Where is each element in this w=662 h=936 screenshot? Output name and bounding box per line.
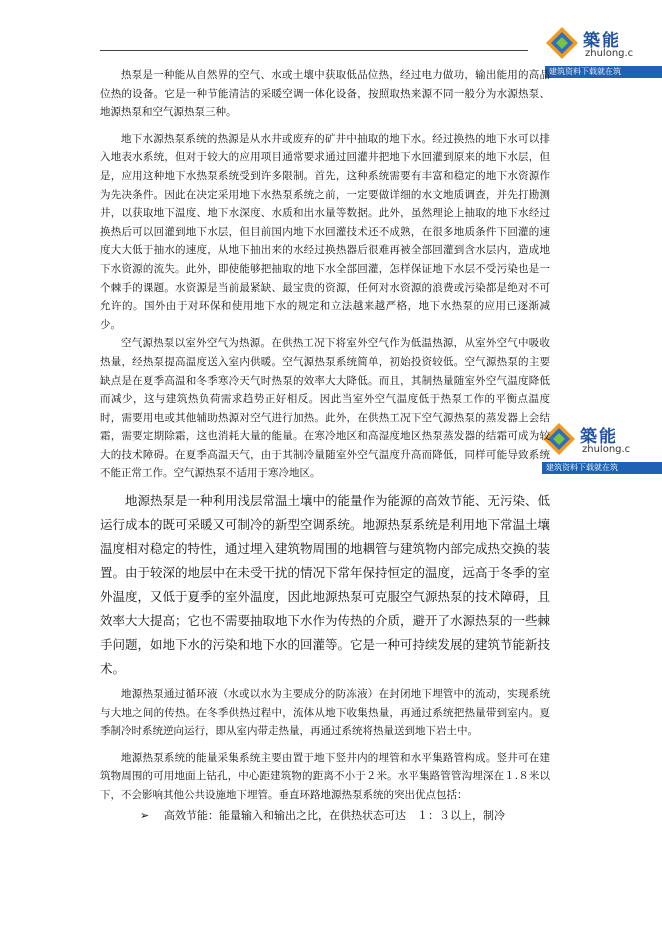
logo-band: 建筑资料下载就在筑 bbox=[542, 462, 662, 474]
logo-site: zhulong.c bbox=[585, 48, 634, 59]
zhulong-logo-watermark bbox=[542, 418, 662, 478]
paragraph-circulating-fluid: 地源热泵通过循环液（水或以水为主要成分的防冻液）在封闭地下埋管中的流动，实现系统与大地之间的传热。在冬季供热过程中，流体从地下收集热量，再通过系统把热量带到室内。夏季制冷时系统逆向运行，即从室内带走热量，再通过系统将热量送到地下岩土中。 bbox=[100, 688, 550, 738]
paragraph-ground-source-heat-pump: 地源热泵是一种利用浅层常温土壤中的能量作为能源的高效节能、无污染、低运行成本的既可采暖又可制冷的新型空调系统。地源热泵系统是利用地下常温土壤温度相对稳定的特性，通过埋入建筑物周围的地耦管与建筑物内部完成热交换的装置。由于较深的地层中在未受干扰的情况下常年保持恒定的温度，远高于冬季的室外温度，又低于夏季的室外温度，因此地源热泵可克服空气源热泵的技术障碍，且效率大大提高；它也不需要抽取地下水作为传热的介质，避开了水源热泵的一些棘手问题，如地下水的污染和地下水的回灌等。它是一种可持续发展的建筑节能新技术。 bbox=[100, 493, 551, 677]
zhulong-logo-icon bbox=[545, 26, 579, 60]
logo-site: zhulong.c bbox=[582, 444, 631, 455]
bullet-high-efficiency bbox=[100, 807, 550, 825]
paragraph-heat-pump-intro: 热泵是一种能从自然界的空气、水或土壤中获取低品位热，经过电力做功，输出能用的高品位热的设备。它是一种节能清洁的采暖空调一体化设备，按照取热来源不同一般分为水源热泵、地源热泵和空气源热泵三种。 bbox=[100, 69, 550, 119]
bullet-text: 高效节能：能量输入和输出之比，在供热状态可达 １：３以上，制冷 bbox=[164, 808, 505, 822]
logo-name: 築能 bbox=[583, 31, 621, 51]
paragraph-air-source-heat-pump: 空气源热泵以室外空气为热源。在供热工况下将室外空气作为低温热源，从室外空气中吸收热量，经热泵提高温度送入室内供暖。空气源热泵系统简单，初始投资较低。空气源热泵的主要缺点是在夏季高温和冬季寒冷天气时热泵的效率大大降低。而且，其制热量随室外空气温度降低而减少，这与建筑热负荷需求趋势正好相反。因此当室外空气温度低于热泵工作的平衡点温度时，需要用电或其他辅助热源对空气进行加热。此外，在供热工况下空气源热泵的蒸发器上会结霜，需要定期除霜，这也消耗大量的能量。在寒冷地区和高湿度地区热泵蒸发器的结霜可成为较大的技术障碍。在夏季高温天气，由于其制冷量随室外空气温度升高而降低，同样可能导致系统不能正常工作。空气源热泵不适用于寒冷地区。 bbox=[100, 337, 550, 480]
document-body bbox=[100, 66, 550, 825]
paragraph-groundwater-heat-pump: 地下水源热泵系统的热源是从水井或废弃的矿井中抽取的地下水。经过换热的地下水可以排入地表水系统，但对于较大的应用项目通常要求通过回灌井把地下水回灌到原来的地下水层，但是，应用这种地下水热泵系统受到许多限制。首先，这种系统需要有丰富和稳定的地下水资源作为先决条件。因此在决定采用地下水热泵系统之前，一定要做详细的水文地质调查，并先打勘测井，以获取地下温度、地下水深度、水质和出水量等数据。此外，虽然理论上抽取的地下水经过换热后可以回灌到地下水层，但目前国内地下水回灌技术还不成熟，在很多地质条件下回灌的速度大大低于抽水的速度，从地下抽出来的水经过换热器后很难再被全部回灌到含水层内，造成地下水资源的流失。此外，即使能够把抽取的地下水全部回灌，怎样保证地下水层不受污染也是一个棘手的课题。水资源是当前最紧缺、最宝贵的资源，任何对水资源的浪费或污染都是绝对不可允许的。国外由于对环保和使用地下水的规定和立法越来越严格，地下水热泵的应用已逐渐减少。 bbox=[100, 132, 550, 331]
arrow-bullet-icon: ➢ bbox=[140, 808, 150, 822]
logo-band: 建筑资料下载就在筑 bbox=[545, 66, 662, 78]
logo-name: 築能 bbox=[580, 427, 618, 447]
header-rule bbox=[100, 50, 528, 51]
zhulong-logo bbox=[545, 22, 662, 82]
paragraph-energy-collection: 地源热泵系统的能量采集系统主要由置于地下竖井内的埋管和水平集路管构成。竖井可在建筑物周围的可用地面上钻孔，中心距建筑物的距离不小于２米。水平集路管管沟埋深在１.８米以下，不会影响其他公共设施地下埋管。垂直环路地源热泵系统的突出优点包括： bbox=[100, 751, 550, 802]
